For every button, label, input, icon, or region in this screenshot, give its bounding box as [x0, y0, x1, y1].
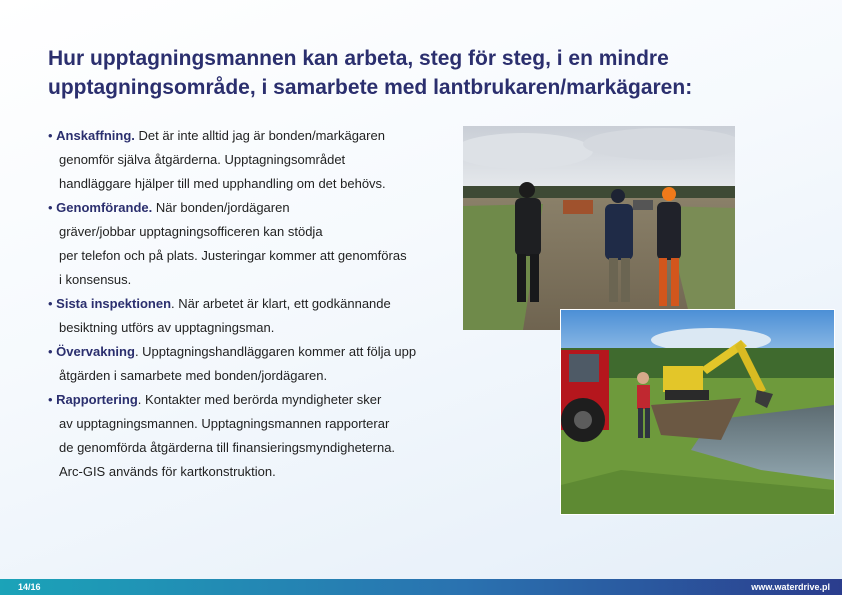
bullet-list	[48, 124, 448, 484]
bullet-genomforande	[48, 196, 448, 220]
bullet-text: per telefon och på plats. Justeringar kommer att genomföras	[59, 248, 407, 263]
bullet-text: de genomförda åtgärderna till finansieringsmyndigheterna.	[59, 440, 396, 455]
bullet-text: handläggare hjälper till med upphandling om det behövs.	[59, 176, 386, 191]
bullet-text: besiktning utförs av upptagningsman.	[59, 320, 275, 335]
bullet-term: Sista inspektionen	[56, 296, 172, 311]
bullet-text: Arc-GIS används för kartkonstruktion.	[59, 464, 276, 479]
bullet-text: gräver/jobbar upptagningsofficeren kan stödja	[59, 224, 323, 239]
bullet-term: Genomförande.	[56, 200, 153, 215]
bullet-dot: •	[48, 128, 57, 143]
bullet-text: åtgärden i samarbete med bonden/jordägaren.	[59, 368, 328, 383]
bullet-dot: •	[48, 344, 57, 359]
title-line-2: upptagningsområde, i samarbete med lantbrukaren/markägaren:	[48, 76, 693, 99]
bullet-text: . Upptagningshandläggaren kommer att följa upp	[134, 344, 417, 359]
bullet-term: Anskaffning.	[56, 128, 135, 143]
photo-excavator-pond-image	[561, 310, 834, 514]
bullet-overvakning	[48, 340, 448, 364]
bullet-text: . När arbetet är klart, ett godkännande	[171, 296, 391, 311]
title-line-1: Hur upptagningsmannen kan arbeta, steg för steg, i en mindre	[48, 47, 669, 70]
bullet-term: Rapportering	[56, 392, 138, 407]
bullet-anskaffning	[48, 124, 448, 148]
bullet-sista-inspektionen	[48, 292, 448, 316]
bullet-text: av upptagningsmannen. Upptagningsmannen rapporterar	[59, 416, 390, 431]
photo-excavator-pond	[560, 309, 835, 515]
bullet-text: . Kontakter med berörda myndigheter sker	[137, 392, 382, 407]
bullet-text: När bonden/jordägaren	[152, 200, 290, 215]
bullet-term: Övervakning	[56, 344, 135, 359]
bullet-rapportering	[48, 388, 448, 412]
footer-bar	[0, 579, 842, 595]
photo-field-walk	[463, 126, 735, 330]
bullet-dot: •	[48, 200, 57, 215]
website-link[interactable]: www.waterdrive.pl	[751, 582, 830, 592]
slide-title	[48, 44, 808, 102]
bullet-text: Det är inte alltid jag är bonden/markägaren	[134, 128, 385, 143]
photo-field-walk-image	[463, 126, 735, 330]
bullet-text: i konsensus.	[59, 272, 132, 287]
page-number: 14/16	[18, 582, 41, 592]
bullet-dot: •	[48, 296, 57, 311]
bullet-text: genomför själva åtgärderna. Upptagningsområdet	[59, 152, 346, 167]
bullet-dot: •	[48, 392, 57, 407]
